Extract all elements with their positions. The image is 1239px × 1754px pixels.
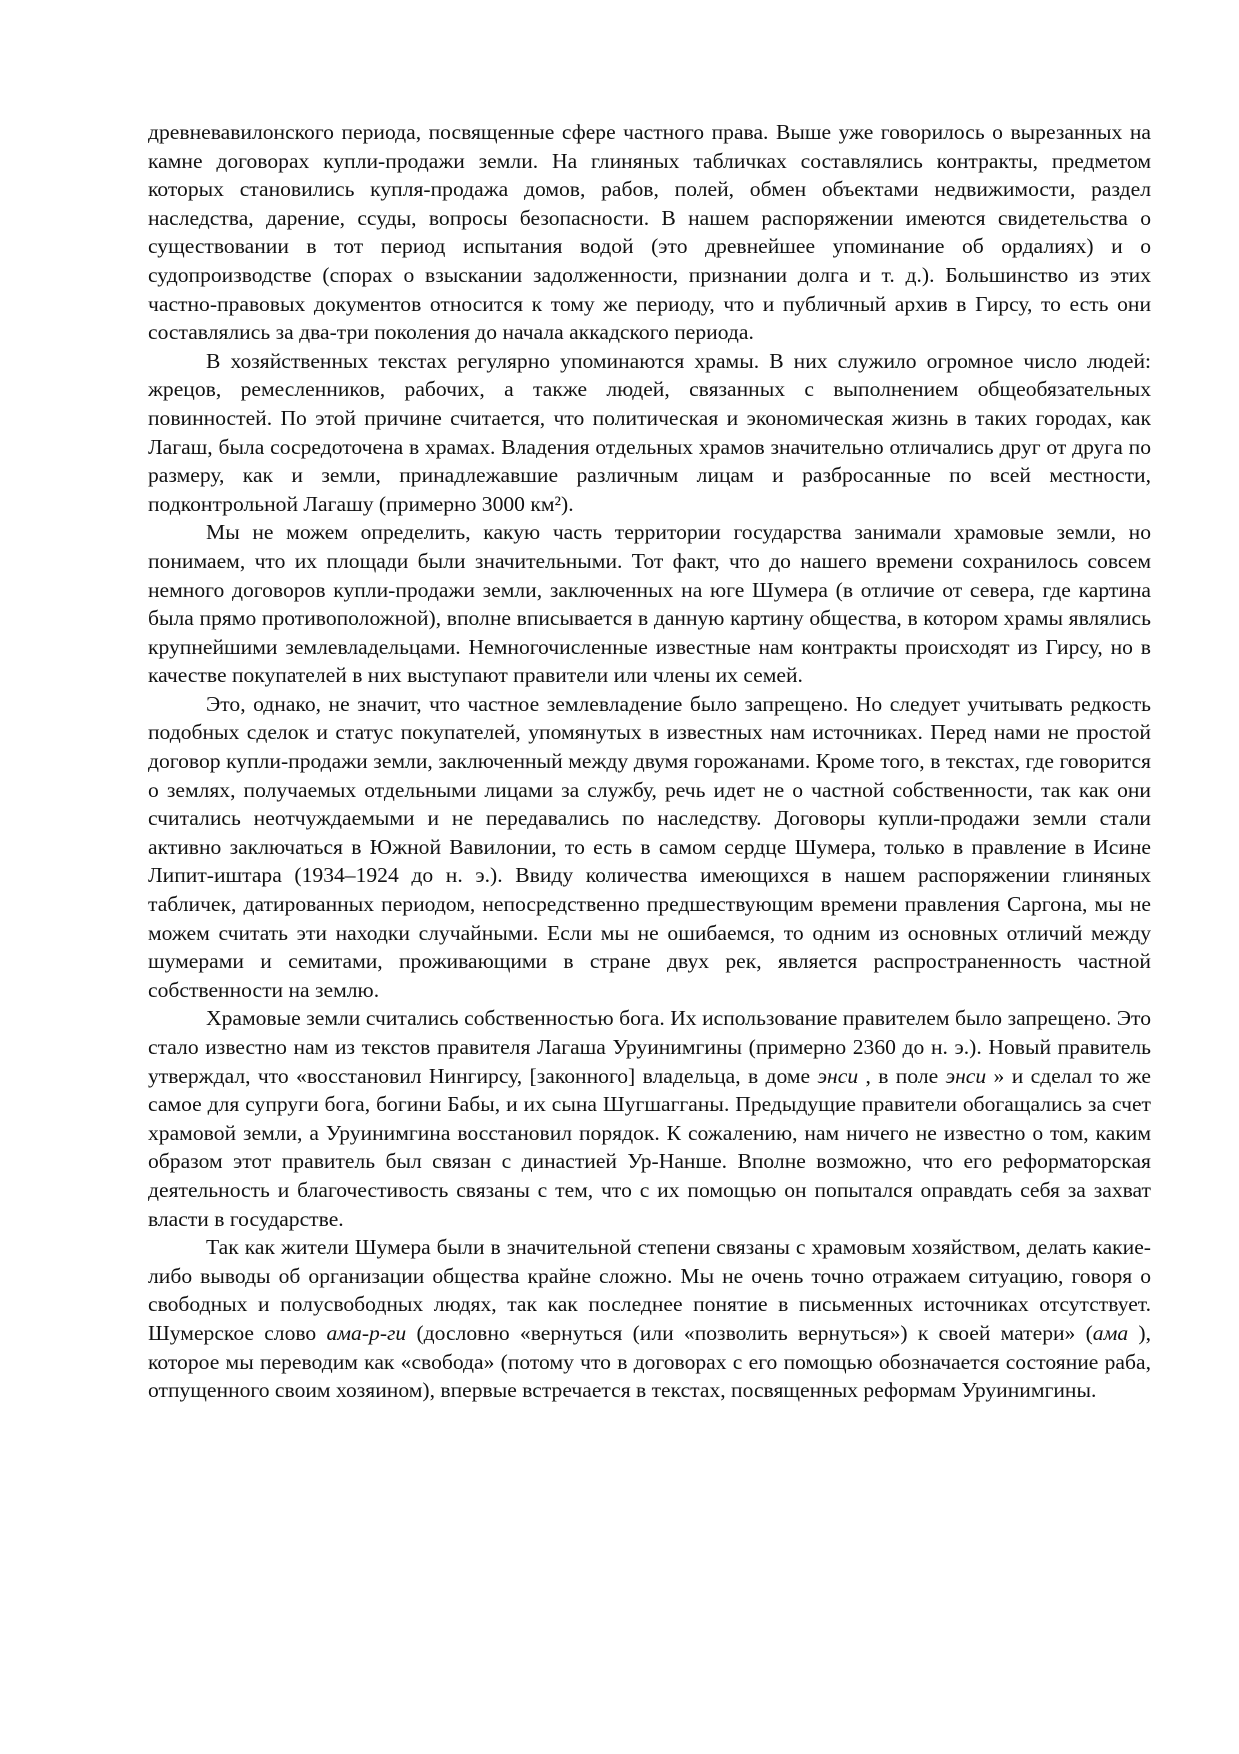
paragraph-2: [148, 347, 1151, 519]
paragraph-1: [148, 118, 1151, 347]
paragraph-5-term-ensi-1: энси: [817, 1063, 859, 1088]
paragraph-5-text-b: , в поле: [858, 1063, 946, 1088]
paragraph-3: [148, 518, 1151, 690]
paragraph-4-text: Это, однако, не значит, что частное землевладение было запрещено. Но следует учитывать редкость подобных сделок и статус покупателей, упомянутых в известных нам источниках. Перед нами не простой договор купли-продажи земли, заключенный между двумя горожанами. Кроме того, в текстах, где говорится о землях, получаемых отдельными лицами за службу, речь идет не о частной собственности, так как они считались неотчуждаемыми и не передавались по наследству. Договоры купли-продажи земли стали активно заключаться в Южной Вавилонии, то есть в самом сердце Шумера, только в правление в Исине Липит-иштара (1934–1924 до н. э.). Ввиду количества имеющихся в нашем распоряжении глиняных табличек, датированных периодом, непосредственно предшествующим времени правления Саргона, мы не можем считать эти находки случайными. Если мы не ошибаемся, то одним из основных отличий между шумерами и семитами, проживающими в стране двух рек, является распространенность частной собственности на землю.: [148, 691, 1151, 1002]
paragraph-1-text: древневавилонского периода, посвященные сфере частного права. Выше уже говорилось о вырезанных на камне договорах купли-продажи земли. На глиняных табличках составлялись контракты, предметом которых становились купля-продажа домов, рабов, полей, обмен объектами недвижимости, раздел наследства, дарение, ссуды, вопросы безопасности. В нашем распоряжении имеются свидетельства о существовании в тот период испытания водой (это древнейшее упоминание об ордалиях) и о судопроизводстве (спорах о взыскании задолженности, признании долга и т. д.). Большинство из этих частно-правовых документов относится к тому же периоду, что и публичный архив в Гирсу, то есть они составлялись за два-три поколения до начала аккадского периода.: [148, 120, 1151, 345]
paragraph-6-text-a: Так как жители Шумера были в значительной степени связаны с храмовым хозяйством, делать какие-либо выводы об организации общества крайне сложно. Мы не очень точно отражаем ситуацию, говоря о свободных и полусвободных людях, так как последнее понятие в письменных источниках отсутствует. Шумерское слово: [148, 1235, 1151, 1345]
page-body: [148, 118, 1151, 1405]
paragraph-3-text: Мы не можем определить, какую часть территории государства занимали храмовые земли, но понимаем, что их площади были значительными. Тот факт, что до нашего времени сохранилось совсем немного договоров купли-продажи земли, заключенных на юге Шумера (в отличие от севера, где картина была прямо противоположной), вполне вписывается в данную картину общества, в котором храмы являлись крупнейшими землевладельцами. Немногочисленные известные нам контракты происходят из Гирсу, но в качестве покупателей в них выступают правители или члены их семей.: [148, 520, 1151, 688]
paragraph-4: [148, 690, 1151, 1005]
paragraph-5-text-c: » и сделал то же самое для супруги бога, богини Бабы, и их сына Шугшагганы. Предыдущие правители обогащались за счет храмовой земли, а Уруинимгина восстановил порядок. К сожалению, нам ничего не известно о том, каким образом этот правитель был связан с династией Ур-Нанше. Вполне возможно, что его реформаторская деятельность и благочестивость связаны с тем, что с их помощью он попытался оправдать себя за захват власти в государстве.: [148, 1063, 1151, 1231]
paragraph-5-text-a: Храмовые земли считались собственностью бога. Их использование правителем было запрещено. Это стало известно нам из текстов правителя Лагаша Уруинимгины (примерно 2360 до н. э.). Новый правитель утверждал, что «восстановил Нингирсу, [законного] владельца, в доме: [148, 1006, 1151, 1088]
paragraph-2-text: В хозяйственных текстах регулярно упоминаются храмы. В них служило огромное число людей: жрецов, ремесленников, рабочих, а также людей, связанных с выполнением общеобязательных повинностей. По этой причине считается, что политическая и экономическая жизнь в таких городах, как Лагаш, была сосредоточена в храмах. Владения отдельных храмов значительно отличались друг от друга по размеру, как и земли, принадлежавшие различным лицам и разбросанные по всей местности, подконтрольной Лагашу (примерно 3000 км²).: [148, 348, 1151, 516]
paragraph-6-text-b: (дословно «вернуться (или «позволить вернуться») к своей матери» (: [406, 1320, 1093, 1345]
paragraph-6-text-c: ), которое мы переводим как «свобода» (потому что в договорах с его помощью обозначается состояние раба, отпущенного своим хозяином), впервые встречается в текстах, посвященных реформам Уруинимгины.: [148, 1320, 1151, 1403]
paragraph-6-term-ama-r-gi: ама-р-ги: [326, 1320, 407, 1345]
paragraph-6: [148, 1233, 1151, 1405]
paragraph-5-term-ensi-2: энси: [945, 1063, 987, 1088]
paragraph-6-term-ama: ама: [1092, 1320, 1129, 1345]
paragraph-5: [148, 1004, 1151, 1233]
